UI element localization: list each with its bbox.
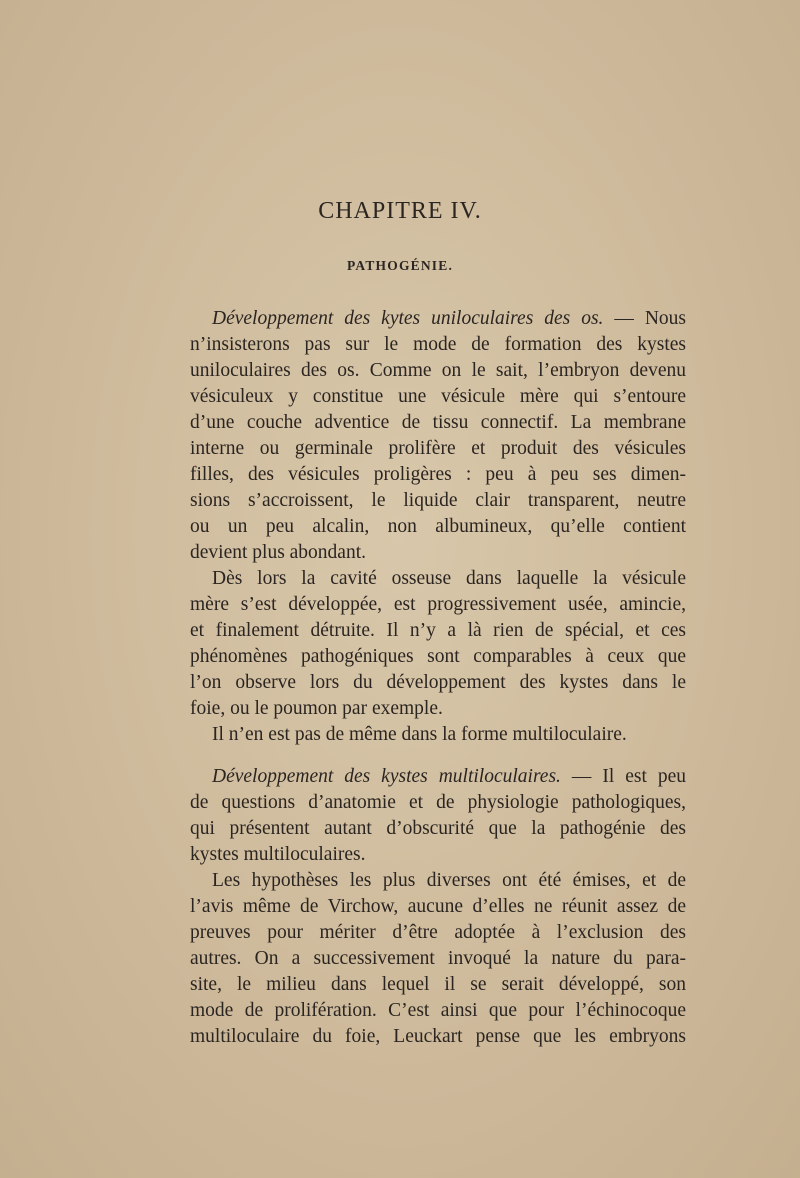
paragraph-line: n’insisterons pas sur le mode de formation des kystes — [190, 334, 686, 355]
chapter-title: CHAPITRE IV. — [318, 198, 482, 224]
paragraph-line: autres. On a successivement invoqué la nature du para- — [190, 948, 686, 969]
paragraph-line: Il n’en est pas de même dans la forme multiloculaire. — [212, 724, 627, 745]
paragraph-line: l’on observe lors du développement des kystes dans le — [190, 672, 686, 693]
paragraph-line: Dès lors la cavité osseuse dans laquelle la vésicule — [212, 568, 686, 589]
paragraph-line: kystes multiloculaires. — [190, 844, 366, 865]
paragraph-line: devient plus abondant. — [190, 542, 367, 563]
paragraph-line: interne ou germinale prolifère et produit des vésicules — [190, 438, 686, 459]
paragraph-line: foie, ou le poumon par exemple. — [190, 698, 443, 719]
paragraph-line: qui présentent autant d’obscurité que la pathogénie des — [190, 818, 686, 839]
paragraph-line: et finalement détruite. Il n’y a là rien de spécial, et ces — [190, 620, 686, 641]
paragraph-line: uniloculaires des os. Comme on le sait, l’embryon devenu — [190, 360, 686, 381]
paragraph-line: Développement des kytes uniloculaires des os. — Nous — [212, 308, 687, 329]
paragraph-line: d’une couche adventice de tissu connectif. La membrane — [190, 412, 686, 433]
paragraph-line: mode de prolifération. C’est ainsi que pour l’échinocoque — [190, 1000, 686, 1021]
paragraph-line: filles, des vésicules proligères : peu à peu ses dimen- — [190, 464, 686, 485]
paragraph-line: preuves pour mériter d’être adoptée à l’exclusion des — [190, 922, 686, 943]
paragraph-line: phénomènes pathogéniques sont comparables à ceux que — [190, 646, 686, 667]
paragraph-line: de questions d’anatomie et de physiologie pathologiques, — [190, 792, 686, 813]
paragraph-line: sions s’accroissent, le liquide clair transparent, neutre — [190, 490, 686, 511]
paragraph-line: site, le milieu dans lequel il se serait développé, son — [190, 974, 686, 995]
chapter-subtitle: PATHOGÉNIE. — [346, 258, 454, 273]
paragraph-line: multiloculaire du foie, Leuckart pense que les embryons — [190, 1026, 686, 1047]
paragraph-line: Les hypothèses les plus diverses ont été émises, et de — [212, 870, 686, 891]
section-heading-multilocular: Développement des kystes multiloculaires. — [212, 766, 561, 787]
paragraph-line: vésiculeux y constitue une vésicule mère qui s’entoure — [190, 386, 686, 407]
paragraph-line: mère s’est développée, est progressivement usée, amincie, — [190, 594, 686, 615]
paragraph-line: Développement des kystes multiloculaires. — Il est peu — [212, 766, 686, 787]
paragraph-line: ou un peu alcalin, non albumineux, qu’elle contient — [190, 516, 686, 537]
section-heading-unilocular: Développement des kytes uniloculaires des os. — [212, 308, 604, 329]
paragraph-line: l’avis même de Virchow, aucune d’elles ne réunit assez de — [190, 896, 686, 917]
